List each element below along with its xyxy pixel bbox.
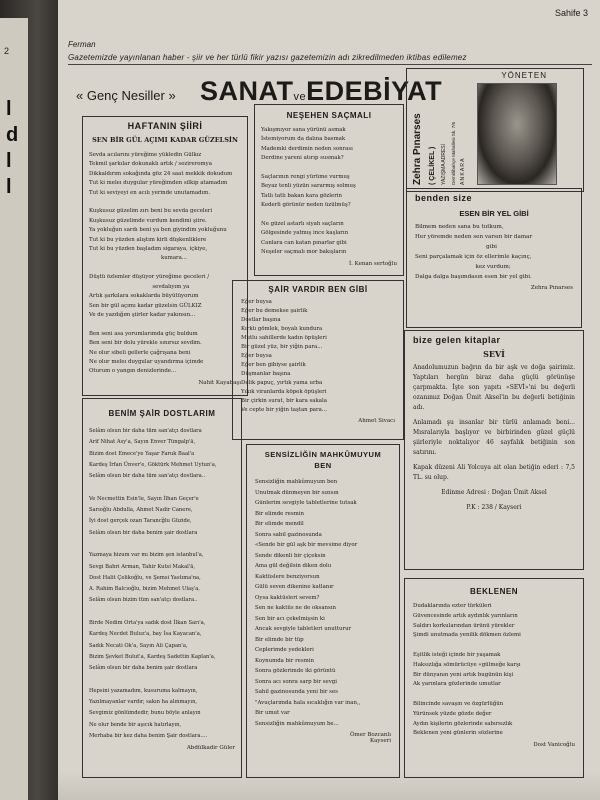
left-page-edge	[0, 18, 28, 800]
text-line: Eğer buysa	[241, 353, 272, 359]
text-line: Sensizliğin mahkûmuyum be...	[255, 720, 339, 727]
books-heading: bize gelen kitaplar	[413, 335, 501, 345]
text-line: Ne olur bende bir aşıcık hatırlayın,	[89, 721, 182, 728]
sensizlik-lines	[255, 477, 391, 729]
text-line: Ne olur meleı duygular uyandırma içimde	[89, 358, 204, 365]
books-text	[413, 363, 575, 513]
weekly-poem-box	[82, 116, 248, 396]
text-line: Düştü özlemler düşüyor yüreğime geceleri /	[89, 274, 210, 281]
text-line: Bir çirkin surat, bir kara sakala	[241, 398, 327, 404]
text-line: Sevgimiz gönlümdedir, bunu böyle anlayın	[89, 710, 201, 717]
text-line: İyi dost gerçek ozan Tarancğlu Güzide,	[89, 518, 192, 525]
books-paragraph: P.K : 238 / Kayseri	[466, 504, 522, 511]
text-line: Selâm olsun bir daha tüm san'atçı dostlara..	[89, 473, 206, 480]
nesehen-poem-box	[254, 104, 404, 276]
text-line: Dostlar başına	[241, 317, 281, 323]
benden-size-author: Zehra Pınarses	[530, 285, 573, 291]
text-line: gibi	[415, 244, 497, 250]
text-line: Kardeş İrfan Ünver'e, Göktürk Mehmet Uytun'a,	[89, 461, 217, 468]
nesehen-author: İ. Kenan sertoğlu	[348, 260, 397, 267]
text-line: Aydın kişilerin gözlerinde sabırsızlık	[413, 720, 513, 727]
text-line: Oysa kaktüsleri sevem?	[255, 594, 320, 601]
text-line: Eşitlik isteği içinde bir yaşamak	[413, 651, 501, 658]
text-line: Ceplerimde yedekleri	[255, 647, 314, 653]
sair-vardir-author: Ahmet Sivacı	[358, 418, 395, 424]
beklenen-lines	[413, 602, 575, 739]
text-line	[89, 482, 235, 493]
text-line: Bir elimde resmin	[255, 510, 304, 517]
text-line: Dikkaldırım sokağında göz 24 saat mekkik dokudum	[89, 170, 233, 177]
sensizlik-heading: SENSİZLİĞİN MAHKÛMUYUM BEN	[264, 450, 382, 470]
text-line: İstemiyorum da dalına basmak	[261, 136, 346, 143]
text-line: Sonra gözlerimde iki görüntü	[255, 668, 336, 674]
text-line: Bizim Şevket Bulut'a, Kardeş Sadettin Kaplan'a,	[89, 653, 216, 660]
text-line: Sende dikenli bir çiçeksin	[255, 552, 326, 559]
director-address: Demirlibahçe Mahallesi Sk. 7/6	[451, 121, 456, 185]
books-paragraph: Anlamadı şu insanlar bir türlü anlamadı beni... Mısralarıyla başlıyor ve birbirinden güzel güçlü şiirleriyle noktalıyor 46 sayfalık betiğinin son satırını.	[413, 419, 575, 456]
weekly-poem-title: SEN BİR GÜL AÇIMI KADAR GÜZELSİN	[92, 136, 238, 144]
text-line	[89, 539, 235, 550]
text-line: Yakışmıyor sana yürünü asmak	[261, 127, 346, 133]
text-line	[89, 198, 241, 207]
text-line: Seni parçalamak için öz ellerimle kaçınç,	[415, 254, 532, 260]
poet-friends-lines	[89, 426, 235, 742]
text-line	[261, 211, 397, 220]
text-line: Ben seni asa yorumlarımda güç buldum	[89, 330, 198, 337]
text-line: Beyaz tenli yüzün sararmış solmuş	[261, 183, 356, 190]
text-line: Yürünsek yüzde gözde değer	[413, 710, 492, 717]
director-vertical-info	[409, 73, 475, 185]
director-city: A N K A R A	[460, 158, 466, 185]
text-line: Eğer ben gibiyse şairlik	[241, 362, 306, 368]
text-line: Kuşkusuz güzelimde vurdum kendimi şiire.	[89, 217, 207, 224]
text-line: Selâm olsun bir daha benim şair dostlara	[89, 529, 198, 536]
sensizlik-box	[246, 444, 400, 778]
text-line: sevdalıyım ya	[89, 283, 190, 290]
text-line: Bir güzel yüz, bir yiğin para...	[241, 344, 323, 350]
sensizlik-author: Ömer Bozcanlı	[349, 732, 391, 738]
nesehen-lines	[261, 126, 397, 258]
books-title: SEVİ	[483, 349, 505, 359]
text-line: Ve de yazdığım şiirler kadar yakınsın...	[89, 311, 196, 318]
page-bottom-shadow	[58, 770, 600, 800]
text-line: Yazmaya hizum var mı bizim şen istanbul'a,	[89, 552, 204, 559]
nesehen-heading: NEŞEHEN SAÇMALI	[286, 111, 372, 120]
benden-size-lines	[415, 222, 573, 282]
text-line: Gölgesinde yatmış ince kaşların	[261, 230, 349, 237]
text-line: «Sende bir gül aşk bir mevsime diyor	[255, 542, 358, 548]
newspaper-page	[58, 0, 600, 800]
text-line: kumara...	[89, 255, 187, 262]
text-line: Derdine yareni atırıp susmak?	[261, 155, 344, 162]
left-page-number: 2	[4, 46, 10, 56]
text-line: Neşeler saçmalı mor bakışların	[261, 249, 347, 256]
text-line: Sen bir gül açımı kadar güzelsin GÜLKIZ	[89, 302, 202, 309]
text-line: kez vurdum;	[415, 264, 511, 270]
director-nickname: ( ÇELİKEL )	[429, 146, 436, 185]
text-line: Ak yarınlara gözlerinde umutlar	[413, 681, 501, 688]
weekly-poem-lines	[89, 151, 241, 377]
text-line: Tatlı tatlı bakan kara gözlerin	[261, 192, 342, 199]
director-box	[406, 68, 584, 192]
text-line: Yazılmayanlar vardır, sakın ha alınmayın,	[89, 699, 198, 706]
text-line: Mutlu sahillerde kadın öpüşleri	[241, 335, 327, 341]
text-line: Arif Nihat Asy'a, Sayın Enver Tüngalp'ā,	[89, 439, 196, 446]
text-line: Sonra acı sonra sarp bir sevgi	[255, 678, 337, 685]
text-line: Sensizliğin mahkûmuyum ben	[255, 479, 338, 485]
title-word-sanat: SANAT	[200, 76, 294, 106]
text-line: Tekmil şarkılar dokunaklı artık / sezireromya	[89, 161, 212, 168]
director-address-label: YAZIŞMA ADRESİ	[441, 143, 447, 185]
text-line: Şimdi unutmada yenilik dökmen özlemi	[413, 632, 521, 639]
text-line: Beklenen yeni günlerin sözlerine	[413, 730, 503, 737]
text-line: Tut ki meleı duygular yüreğimden silkip atamadım	[89, 180, 228, 187]
weekly-poem-author: Nahit Kayabaşı	[198, 379, 241, 386]
text-line: Selâm olsun bir daha tüm san'atçı dostlara	[89, 428, 202, 434]
director-name: Zehra Pınarses	[412, 113, 423, 185]
text-line: Saçlarının rengi yürüme vurmuş	[261, 174, 350, 181]
text-line: Tut ki bu yüzden alıştım kirli düşkenliklere	[89, 236, 207, 243]
text-line	[89, 264, 241, 273]
text-line: Dost Halit Çelikoğlu, ve Şemsi Yastıma'na,	[89, 574, 201, 581]
text-line	[89, 607, 235, 618]
text-line: Düşmanlar başına	[241, 371, 291, 377]
text-line: A. Rahim Balcıoğlu, bizim Mehmet Ulaş'a,	[89, 586, 200, 593]
text-line: Merhaba bir kez daha benim Şair dostlara....	[89, 733, 208, 740]
text-line: Sevda acılarını yüreğime yükledin Gülkız	[89, 152, 202, 158]
text-line: Bilincinde savaşın ve özgürlüğün	[413, 700, 504, 707]
books-box	[404, 330, 584, 570]
text-line: "Avuçlarımda hala sıcaklığın var inan,,	[255, 699, 361, 706]
benden-size-title: ESEN BİR YEL GİBİ	[459, 209, 529, 218]
text-line: Ben seni bir dolu yürekle sınırsız sevdim.	[89, 340, 202, 347]
copyright-disclaimer: Gazetemizde yayınlanan haber - şiir ve her türlü fikir yazısı gazetemizin adı zikredilmeden iktibas edilemez	[68, 53, 592, 65]
text-line: Birde Nedim Orta'ya sadık dost İlkan Sarı'a,	[89, 620, 206, 627]
text-line: Ve Necmettin Esin'le, Sayın İlhan Geçer'e	[89, 495, 199, 502]
text-line: Kaktüslere benziyorsun	[255, 573, 320, 580]
masthead-label: Ferman	[68, 40, 96, 49]
text-line	[89, 675, 235, 686]
poet-friends-author: Abdülkadir Güler	[186, 745, 235, 752]
sair-vardir-box	[232, 280, 404, 440]
books-paragraph: Kapak düzeni Ali Yolcuya ait olan betiğin ederi : 7,5 TL. su olup.	[413, 464, 575, 481]
text-line: Ne güzel astarlı siyah saçların	[261, 221, 344, 228]
text-line: Selâm olsun bir daha benim şair dostlara	[89, 665, 198, 672]
text-line: Saldırı korkularından ürünü yürekler	[413, 622, 515, 629]
text-line: Kardeş Necdet Buluz'a, bay İsa Kayacan'a,	[89, 631, 202, 638]
books-paragraph: Anadolumuzun bağrın da bir aşk ve doğa şairimiz. Yaptıları hergün biraz daha güçlü görünüşe çarpmakta. İşte son yapıtı «SEVİ»'ni bu değerli ozanımız Doğan Ümit Aksel'in bu değerli betiğinin adı.	[413, 364, 575, 411]
text-line: Bilmem neden sana bu tutkum,	[415, 224, 504, 230]
text-line: Kırklı gömlek, boyalı kundura	[241, 326, 323, 332]
text-line: Ya yokluğun sardı beni ya ben giyindim yokluğunu	[89, 227, 227, 234]
text-line: Eğer bu demekse şairlik	[241, 308, 308, 314]
beklenen-heading: BEKLENEN	[469, 587, 518, 596]
text-line: Sevgi Bahri Arman, Tahir Kutsi Makal'ā,	[89, 563, 195, 570]
text-line: Sahil gazinosunda yeni bir ses	[255, 689, 338, 695]
text-line: Tut ki bu yüzden başladım sigaraya, içkiye,	[89, 246, 208, 253]
text-line: Sen bir acı çekelmişsin ki	[255, 615, 325, 622]
text-line: Selâm olsun bizim tüm san'atçı dostlara..	[89, 597, 198, 604]
text-line: Canlara can katan pınarlar gibi	[261, 239, 347, 246]
books-paragraph: Edinme Adresi : Doğan Ümit Aksel	[441, 489, 547, 496]
text-line	[89, 320, 241, 329]
page-number: Sahife 3	[554, 8, 588, 18]
text-line: Ancak sevgiyle tabletleri unutturur	[255, 626, 352, 632]
text-line: Unutmak dünmeyen bir sızısın	[255, 489, 339, 496]
text-line	[413, 641, 575, 651]
benden-size-heading: benden size	[415, 193, 473, 203]
text-line: Bizim dost Emece'ye Yaşar Faruk Baal'a	[89, 450, 195, 457]
sair-vardir-lines	[241, 298, 395, 415]
sensizlik-city: Kayseri	[370, 738, 391, 744]
text-line: Delik papuç, yırtık yama urba	[241, 380, 323, 386]
text-line: Kederli görünür neden üzülmüş?	[261, 202, 351, 209]
sair-vardir-heading: ŞAİR VARDIR BEN GİBİ	[268, 285, 368, 294]
text-line: Kuşkusuz güzelim zırı beni bu sevda geceleri	[89, 208, 213, 215]
text-line: Dudaklarında ezter türküleri	[413, 603, 492, 609]
text-line: Ama gül değilsin diken dolu	[255, 563, 332, 569]
text-line: Ne olur sibeli gellerle çağrışana beni	[89, 349, 191, 356]
text-line: Mademki derdimin neden sonrası	[261, 145, 353, 152]
text-line: Yıkık viranlarda köpek öpüşleri	[241, 389, 327, 395]
text-line	[261, 164, 397, 173]
text-line: Sarıoğlu Abdulla, Ahmet Nadir Canere,	[89, 507, 193, 514]
left-page-letters: l d l l	[6, 98, 19, 198]
text-line: Her yöremde neden sen varsın bir damar	[415, 234, 533, 240]
text-line: Bir umut var	[255, 710, 290, 716]
text-line: Günlerim sevgiyle tabletlerine tutsak	[255, 500, 357, 506]
text-line: Sen ne kaktüs ne de oksansın	[255, 605, 336, 611]
beklenen-author: Dost Vanicoğlu	[533, 742, 575, 749]
director-photo	[477, 83, 557, 185]
text-line: Koynumda bir resmin	[255, 657, 314, 664]
benden-size-box	[406, 188, 582, 328]
text-line: Güvencesinde artık aydınlık yarınların	[413, 612, 518, 619]
text-line: Artık şarkılara sokaklarda büyütüyorum	[89, 293, 199, 300]
text-line: Tut ki seviyeyi en acılı yerinde unutamadım.	[89, 189, 211, 196]
beklenen-box	[404, 578, 584, 778]
text-line	[413, 690, 575, 700]
text-line: Dalga dalga başımdasın esen bir yel gibi.	[415, 274, 532, 280]
text-line: Sonra sabil gazinosunda	[255, 531, 322, 538]
text-line: Eğer buysa	[241, 299, 272, 305]
text-line: Bir dünyanın yeni artık bugünün kişi	[413, 671, 514, 678]
title-word-edebiyat: EDEBİYAT	[306, 76, 443, 106]
text-line: Sadık Necati Ok'a, Sayın Ali Çapan'a,	[89, 642, 188, 649]
text-line: Bir elimde mendil	[255, 521, 304, 527]
text-line: Ve cepte bir yiğin taştan para...	[241, 407, 327, 413]
text-line: Hepsini yazamadım, kusuruma kalmayın,	[89, 687, 198, 694]
weekly-poem-heading: HAFTANIN ŞİİRİ	[127, 121, 203, 131]
text-line: Gülü seven dikenine katlanır	[255, 584, 334, 590]
poet-friends-heading: BENİM ŞAİR DOSTLARIM	[108, 409, 216, 418]
text-line: Bir elimde bir tüp	[255, 636, 304, 643]
section-subtitle: « Genç Nesiller »	[76, 88, 176, 103]
text-line: Haksızlığa sömürücüye «gülmeğe karşı	[413, 661, 521, 668]
director-label: YÖNETEN	[501, 71, 547, 80]
title-word-ve: ve	[293, 91, 307, 103]
poet-friends-box	[82, 398, 242, 778]
text-line: Oturum o yangın denizlerinde...	[89, 368, 177, 375]
